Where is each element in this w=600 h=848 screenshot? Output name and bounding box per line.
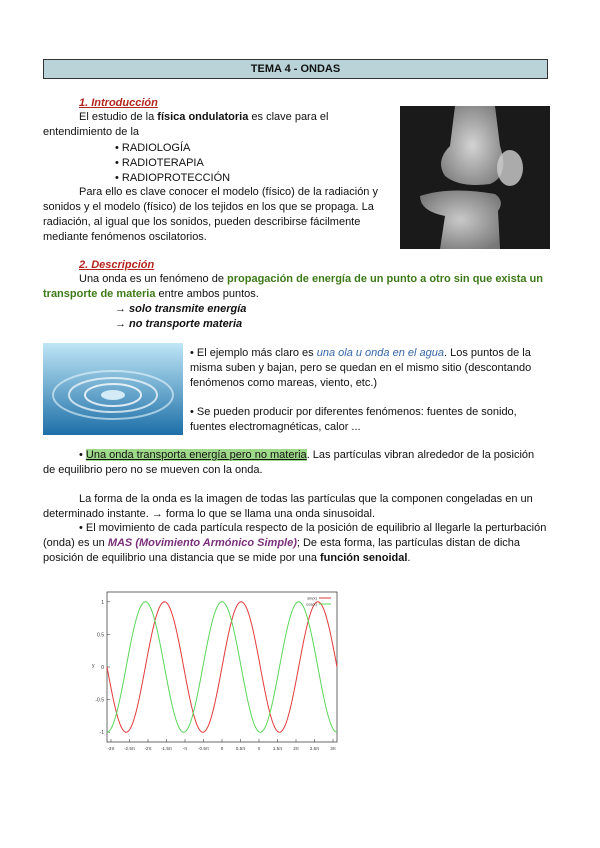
arrow-list <box>115 302 246 332</box>
desc-text: • Se pueden producir por diferentes fenómenos: fuentes de sonido, <box>190 406 517 418</box>
desc-green-term: transporte de materia <box>43 288 156 300</box>
desc-text: ; De esta forma, las partículas distan de dicha <box>296 537 521 549</box>
desc-blue-term: una ola u onda en el agua <box>316 347 444 359</box>
legend-label: cos(x) <box>306 601 317 607</box>
intro-text: mediante fenómenos oscilatorios. <box>43 231 207 243</box>
intro-paragraph-2 <box>43 185 393 245</box>
intro-bullet-list <box>115 141 230 186</box>
desc-mas-term: MAS (Movimiento Armónico Simple) <box>107 537 297 549</box>
desc-text: . Los puntos de la <box>443 347 531 359</box>
x-tick-label: 1.5π <box>272 746 283 751</box>
x-tick-label: -2.5π <box>124 746 135 751</box>
intro-text: radiación, al igual que los sonidos, pueden describirse fácilmente <box>43 216 361 228</box>
chart-svg <box>85 582 347 752</box>
desc-text: fuentes electromagnéticas, calor ... <box>190 421 361 433</box>
desc-text: entre ambos puntos. <box>155 288 259 300</box>
desc-text: (onda) es un <box>43 537 108 549</box>
list-item: • RADIOTERAPIA <box>115 157 204 169</box>
x-tick-label: -2π <box>144 746 152 751</box>
desc-text: determinado instante. → forma lo que se llama una onda sinusoidal. <box>43 508 376 520</box>
series-line-sin <box>107 602 337 732</box>
intro-paragraph <box>43 110 393 140</box>
y-axis-label: y <box>92 663 95 669</box>
arrow-item: → no transporte materia <box>115 318 243 330</box>
x-tick-label: 2.5π <box>309 746 320 751</box>
description-heading: 2. Descripción <box>79 259 155 271</box>
y-tick-label: -1 <box>99 730 104 737</box>
intro-text: es clave para el <box>248 111 329 123</box>
sine-cosine-chart <box>85 582 347 752</box>
transport-paragraph <box>43 448 553 478</box>
arrow-item: → solo transmite energía <box>115 303 247 315</box>
desc-text: • <box>79 449 86 461</box>
x-tick-label: -π <box>182 746 188 751</box>
desc-text: posición de equilibrio una distancia que se mide por una <box>43 552 321 564</box>
desc-text: • El movimiento de cada partícula respecto de la posición de equilibrio al llegarle la perturbación <box>79 522 547 534</box>
form-paragraph <box>43 492 563 522</box>
y-tick-label: 1 <box>101 599 104 606</box>
desc-text: misma suben y bajan, pero se quedan en el mismo sitio (descontando <box>190 362 532 374</box>
intro-text: entendimiento de la <box>43 126 140 138</box>
y-tick-label: -0.5 <box>95 697 104 704</box>
intro-text: El estudio de la <box>79 111 158 123</box>
y-tick-label: 0 <box>101 665 104 671</box>
desc-green-term: propagación de energía de un punto a otro sin que exista un <box>227 273 543 285</box>
x-tick-label: 0 <box>220 746 224 751</box>
intro-text: sonidos y el modelo (físico) de los tejidos en los que se propaga. La <box>43 201 374 213</box>
x-tick-label: 2π <box>293 746 299 751</box>
list-item: • RADIOLOGÍA <box>115 142 191 154</box>
x-tick-label: 0.5π <box>235 746 246 751</box>
desc-text: fenómenos como mareas, viento, etc.) <box>190 377 378 389</box>
desc-text: . Las partículas vibran alrededor de la posición <box>306 449 535 461</box>
desc-text: . <box>407 552 411 564</box>
sources-paragraph <box>190 405 550 435</box>
movement-paragraph <box>43 521 573 566</box>
intro-bold-term: física ondulatoria <box>157 111 249 123</box>
desc-text: de equilibrio pero no se mueven con la onda. <box>43 464 263 476</box>
example-paragraph <box>190 346 550 391</box>
x-tick-label: π <box>257 746 261 751</box>
description-paragraph <box>43 272 553 302</box>
legend-label: sin(x) <box>307 595 317 601</box>
desc-text: La forma de la onda es la imagen de todas las partículas que la componen congeladas en un <box>79 493 533 505</box>
list-item: • RADIOPROTECCIÓN <box>115 172 231 184</box>
y-tick-label: 0.5 <box>97 632 104 639</box>
highlighted-statement: Una onda transporta energía pero no materia <box>85 449 307 461</box>
x-tick-label: -3π <box>107 746 115 751</box>
x-tick-label: 3π <box>330 746 336 751</box>
desc-text: • El ejemplo más claro es <box>190 347 317 359</box>
desc-text: Una onda es un fenómeno de <box>79 273 228 285</box>
x-tick-label: -0.5π <box>198 746 209 751</box>
knee-xray-image <box>400 106 550 249</box>
x-tick-label: -1.5π <box>161 746 172 751</box>
water-ripple-image <box>43 343 183 435</box>
intro-heading: 1. Introducción <box>79 97 158 109</box>
intro-text: Para ello es clave conocer el modelo (físico) de la radiación y <box>79 186 378 198</box>
page-title: TEMA 4 - ONDAS <box>43 59 548 79</box>
desc-bold-term: función senoidal <box>320 552 408 564</box>
